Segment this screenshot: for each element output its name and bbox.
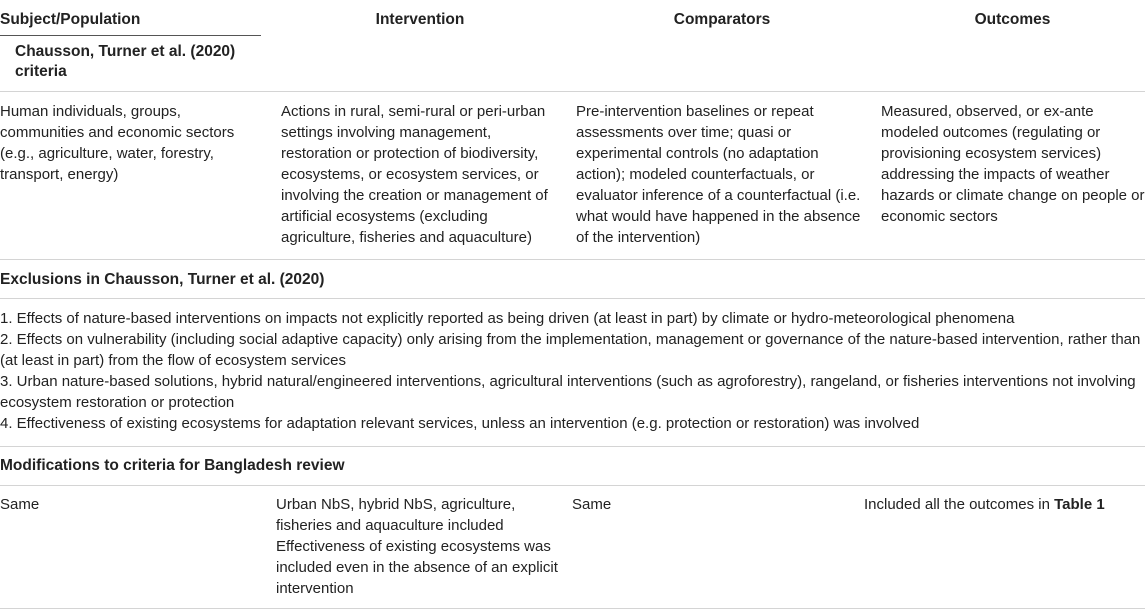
modifications-comparators: Same — [572, 496, 612, 513]
modification-intervention-item: Effectiveness of existing ecosystems was included even in the absence of an explicit intervention — [276, 538, 558, 597]
row-rule-2 — [0, 259, 1145, 260]
row-rule-5 — [0, 485, 1145, 486]
modifications-outcomes — [864, 494, 1145, 515]
header-comparators: Comparators — [673, 11, 771, 28]
criteria-label: Chausson, Turner et al. (2020) criteria — [15, 43, 236, 80]
exclusion-item: 4. Effectiveness of existing ecosystems for adaptation relevant services, unless an intervention (e.g. protection or restoration) was involved — [0, 415, 920, 432]
outcomes-prefix: Included all the outcomes in — [864, 496, 1050, 513]
criteria-comparators: Pre-intervention baselines or repeat assessments over time; quasi or experimental controls (no adaptation action); modeled counterfactuals, or evaluator inference of a counterfactual (i.e. what would have happened in the absence of the intervention) — [576, 103, 861, 246]
modification-intervention-item: Urban NbS, hybrid NbS, agriculture, fisheries and aquaculture included — [276, 496, 516, 534]
exclusions-list — [0, 308, 1145, 434]
header-subject: Subject/Population — [0, 11, 141, 28]
modifications-subject: Same — [0, 496, 40, 513]
exclusion-item: 1. Effects of nature-based interventions on impacts not explicitly reported as being driven (at least in part) by climate or hydro-meteorological phenomena — [0, 310, 1015, 327]
row-rule-bottom — [0, 608, 1145, 609]
header-intervention: Intervention — [375, 11, 465, 28]
table-1-link[interactable]: Table 1 — [1054, 496, 1105, 513]
exclusion-item: 3. Urban nature-based solutions, hybrid natural/engineered interventions, agricultural interventions (such as agroforestry), rangeland, or fisheries interventions not involving ecosystem restoration or protection — [0, 373, 1136, 411]
subheader-rule — [0, 35, 261, 36]
modifications-title: Modifications to criteria for Bangladesh review — [0, 457, 345, 474]
criteria-outcomes: Measured, observed, or ex-ante modeled outcomes (regulating or provisioning ecosystem services) addressing the impacts of weather hazards or climate change on people or economic sectors — [881, 103, 1145, 225]
criteria-subject: Human individuals, groups, communities and economic sectors (e.g., agriculture, water, forestry, transport, energy) — [0, 103, 235, 183]
criteria-intervention: Actions in rural, semi-rural or peri-urban settings involving management, restoration or protection of biodiversity, ecosystems, or ecosystem services, or involving the creation or management of artificial ecosystems (excluding agriculture, fisheries and aquaculture) — [281, 103, 548, 246]
modifications-intervention — [276, 494, 560, 599]
exclusion-item: 2. Effects on vulnerability (including social adaptive capacity) only arising from the implementation, management or governance of the nature-based intervention, rather than (at least in part) from the flow of ecosystem services — [0, 331, 1141, 369]
exclusions-title: Exclusions in Chausson, Turner et al. (2020) — [0, 271, 325, 288]
header-outcomes: Outcomes — [974, 11, 1051, 28]
row-rule-1 — [0, 91, 1145, 92]
row-rule-3 — [0, 298, 1145, 299]
row-rule-4 — [0, 446, 1145, 447]
